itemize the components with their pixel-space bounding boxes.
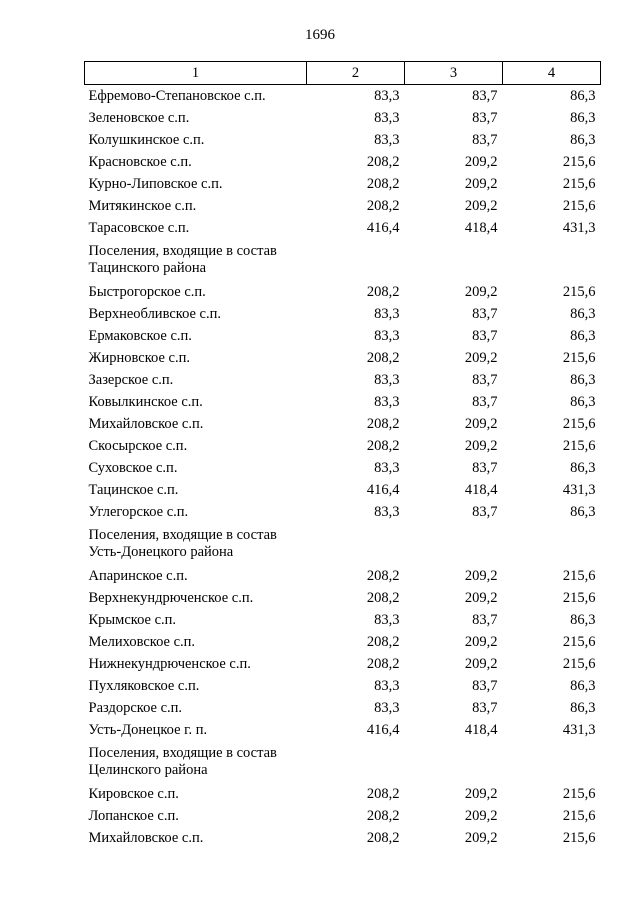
page-number: 1696: [305, 27, 335, 43]
table-row: [85, 827, 601, 849]
value-col-4: 86,3: [570, 394, 596, 410]
settlement-name: Жирновское с.п.: [88, 350, 190, 366]
settlement-name: Апаринское с.п.: [88, 568, 188, 584]
table-row: [85, 631, 601, 653]
settlement-name: Митякинское с.п.: [88, 198, 197, 214]
value-col-2: 416,4: [366, 482, 400, 498]
value-col-2: 208,2: [366, 438, 400, 454]
table-row: [85, 805, 601, 827]
value-col-3: 83,7: [472, 678, 498, 694]
table-row: [85, 281, 601, 303]
table-row: [85, 587, 601, 609]
empty-cell: [307, 523, 405, 565]
value-col-2: 208,2: [366, 416, 400, 432]
value-col-3: 83,7: [472, 132, 498, 148]
value-col-2: 208,2: [366, 590, 400, 606]
value-col-3: 209,2: [464, 284, 498, 300]
value-col-2: 208,2: [366, 350, 400, 366]
value-col-4: 215,6: [562, 416, 596, 432]
table-row: [85, 195, 601, 217]
settlement-name: Зеленовское с.п.: [88, 110, 190, 126]
table-row: [85, 325, 601, 347]
value-col-2: 83,3: [374, 306, 400, 322]
value-col-3: 83,7: [472, 110, 498, 126]
table-row: [85, 501, 601, 523]
value-col-3: 209,2: [464, 154, 498, 170]
settlement-name: Тацинское с.п.: [88, 482, 179, 498]
value-col-3: 418,4: [464, 220, 498, 236]
header-row: [85, 62, 601, 85]
value-col-4: 215,6: [562, 590, 596, 606]
value-col-2: 83,3: [374, 372, 400, 388]
table-row: [85, 565, 601, 587]
value-col-2: 208,2: [366, 198, 400, 214]
settlement-name: Углегорское с.п.: [88, 504, 189, 520]
settlement-name: Раздорское с.п.: [88, 700, 183, 716]
value-col-2: 208,2: [366, 284, 400, 300]
settlement-name: Нижнекундрюченское с.п.: [88, 656, 251, 672]
value-col-4: 86,3: [570, 328, 596, 344]
value-col-2: 83,3: [374, 88, 400, 104]
value-col-2: 208,2: [366, 808, 400, 824]
value-col-2: 83,3: [374, 328, 400, 344]
column-header-3: 3: [405, 62, 503, 85]
table-row: [85, 151, 601, 173]
settlement-name: Верхнекундрюченское с.п.: [88, 590, 254, 606]
value-col-4: 86,3: [570, 504, 596, 520]
value-col-2: 83,3: [374, 110, 400, 126]
value-col-3: 209,2: [464, 416, 498, 432]
value-col-4: 86,3: [570, 612, 596, 628]
table-row: [85, 85, 601, 108]
value-col-2: 208,2: [366, 154, 400, 170]
value-col-3: 209,2: [464, 350, 498, 366]
value-col-2: 208,2: [366, 568, 400, 584]
settlements-table: [84, 61, 601, 849]
value-col-2: 83,3: [374, 394, 400, 410]
value-col-2: 83,3: [374, 504, 400, 520]
value-col-4: 86,3: [570, 460, 596, 476]
value-col-3: 209,2: [464, 808, 498, 824]
settlement-name: Мелиховское с.п.: [88, 634, 196, 650]
value-col-4: 215,6: [562, 786, 596, 802]
value-col-3: 83,7: [472, 700, 498, 716]
value-col-4: 86,3: [570, 88, 596, 104]
settlement-name: Ефремово-Степановское с.п.: [88, 88, 266, 104]
value-col-2: 208,2: [366, 830, 400, 846]
table-row: [85, 107, 601, 129]
value-col-2: 208,2: [366, 656, 400, 672]
settlement-name: Михайловское с.п.: [88, 416, 204, 432]
value-col-3: 209,2: [464, 634, 498, 650]
value-col-4: 215,6: [562, 154, 596, 170]
column-header-2: 2: [307, 62, 405, 85]
table-row: [85, 391, 601, 413]
settlement-name: Быстрогорское с.п.: [88, 284, 206, 300]
settlement-name: Красновское с.п.: [88, 154, 192, 170]
table-row: [85, 173, 601, 195]
table-row: [85, 697, 601, 719]
value-col-4: 86,3: [570, 132, 596, 148]
settlement-name: Кировское с.п.: [88, 786, 179, 802]
empty-cell: [307, 239, 405, 281]
table-row: [85, 479, 601, 501]
table-row: [85, 609, 601, 631]
settlement-name: Лопанское с.п.: [88, 808, 179, 824]
value-col-4: 86,3: [570, 110, 596, 126]
table-row: [85, 783, 601, 805]
settlement-name: Скосырское с.п.: [88, 438, 188, 454]
group-header-row: [85, 741, 601, 783]
value-col-4: 215,6: [562, 176, 596, 192]
value-col-2: 208,2: [366, 176, 400, 192]
settlement-name: Крымское с.п.: [88, 612, 177, 628]
value-col-3: 209,2: [464, 438, 498, 454]
table-row: [85, 653, 601, 675]
table-row: [85, 457, 601, 479]
table-row: [85, 347, 601, 369]
value-col-3: 83,7: [472, 612, 498, 628]
value-col-4: 215,6: [562, 198, 596, 214]
settlement-name: Зазерское с.п.: [88, 372, 174, 388]
empty-cell: [503, 741, 601, 783]
value-col-2: 83,3: [374, 132, 400, 148]
value-col-3: 83,7: [472, 306, 498, 322]
value-col-4: 215,6: [562, 438, 596, 454]
value-col-3: 209,2: [464, 830, 498, 846]
table-row: [85, 369, 601, 391]
value-col-3: 209,2: [464, 656, 498, 672]
value-col-2: 208,2: [366, 634, 400, 650]
value-col-4: 215,6: [562, 808, 596, 824]
value-col-4: 86,3: [570, 372, 596, 388]
settlement-name: Ермаковское с.п.: [88, 328, 192, 344]
empty-cell: [307, 741, 405, 783]
value-col-3: 209,2: [464, 568, 498, 584]
table-row: [85, 435, 601, 457]
empty-cell: [503, 239, 601, 281]
value-col-3: 83,7: [472, 460, 498, 476]
empty-cell: [405, 523, 503, 565]
value-col-4: 86,3: [570, 700, 596, 716]
value-col-4: 431,3: [562, 220, 596, 236]
settlement-name: Суховское с.п.: [88, 460, 178, 476]
table-header: [85, 62, 601, 85]
value-col-4: 215,6: [562, 656, 596, 672]
value-col-3: 209,2: [464, 198, 498, 214]
table-row: [85, 675, 601, 697]
settlement-name: Ковылкинское с.п.: [88, 394, 203, 410]
value-col-4: 215,6: [562, 830, 596, 846]
value-col-3: 83,7: [472, 328, 498, 344]
value-col-4: 86,3: [570, 306, 596, 322]
table-row: [85, 129, 601, 151]
value-col-3: 209,2: [464, 176, 498, 192]
table-row: [85, 719, 601, 741]
group-header-row: [85, 523, 601, 565]
empty-cell: [503, 523, 601, 565]
value-col-3: 418,4: [464, 722, 498, 738]
value-col-4: 215,6: [562, 568, 596, 584]
settlement-name: Тарасовское с.п.: [88, 220, 190, 236]
group-title: Поселения, входящие в состав Целинского района: [88, 745, 277, 778]
settlement-name: Верхнеобливское с.п.: [88, 306, 222, 322]
value-col-3: 83,7: [472, 88, 498, 104]
group-header-row: [85, 239, 601, 281]
settlement-name: Курно-Липовское с.п.: [88, 176, 223, 192]
value-col-4: 215,6: [562, 284, 596, 300]
value-col-3: 209,2: [464, 786, 498, 802]
value-col-3: 83,7: [472, 504, 498, 520]
empty-cell: [405, 239, 503, 281]
table-body: [85, 85, 601, 850]
value-col-4: 86,3: [570, 678, 596, 694]
column-header-4: 4: [503, 62, 601, 85]
value-col-2: 83,3: [374, 678, 400, 694]
value-col-2: 83,3: [374, 612, 400, 628]
value-col-4: 215,6: [562, 634, 596, 650]
value-col-2: 208,2: [366, 786, 400, 802]
column-header-1: 1: [85, 62, 307, 85]
group-title: Поселения, входящие в состав Усть-Донецкого района: [88, 527, 277, 560]
group-title: Поселения, входящие в состав Тацинского района: [88, 243, 277, 276]
table-row: [85, 217, 601, 239]
settlement-name: Михайловское с.п.: [88, 830, 204, 846]
settlement-name: Пухляковское с.п.: [88, 678, 200, 694]
settlement-name: Усть-Донецкое г. п.: [88, 722, 208, 738]
value-col-4: 431,3: [562, 722, 596, 738]
value-col-3: 83,7: [472, 372, 498, 388]
value-col-4: 215,6: [562, 350, 596, 366]
value-col-3: 83,7: [472, 394, 498, 410]
value-col-2: 416,4: [366, 722, 400, 738]
value-col-3: 209,2: [464, 590, 498, 606]
value-col-2: 83,3: [374, 460, 400, 476]
value-col-2: 416,4: [366, 220, 400, 236]
settlement-name: Колушкинское с.п.: [88, 132, 205, 148]
value-col-3: 418,4: [464, 482, 498, 498]
table-row: [85, 303, 601, 325]
table-row: [85, 413, 601, 435]
empty-cell: [405, 741, 503, 783]
value-col-4: 431,3: [562, 482, 596, 498]
value-col-2: 83,3: [374, 700, 400, 716]
